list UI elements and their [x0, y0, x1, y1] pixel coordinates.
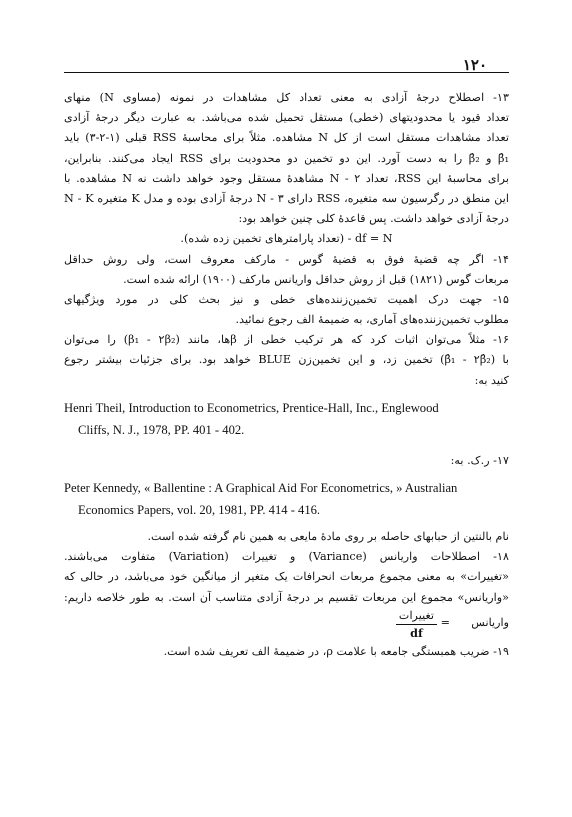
- note-18-line-1: ۱۸- اصطلاحات واریانس (Variance) و تغییرات (Variation) متفاوت می‌باشند.: [64, 550, 509, 564]
- note-13-line-7: درجهٔ آزادی خواهد داشت. پس قاعدهٔ کلی چنین خواهد بود:: [238, 212, 509, 226]
- variance-fraction: [396, 608, 437, 641]
- variance-formula: [64, 608, 509, 642]
- variance-fraction-numerator: تغییرات: [396, 608, 437, 625]
- note-14-line-2: مربعات گوس (۱۸۲۱) قبل از روش حداقل واریانس مارکف (۱۹۰۰) ارائه شده است.: [123, 272, 509, 286]
- note-13-line-5: برای محاسبهٔ این RSS، تعداد N - ۲ مشاهدهٔ مستقل وجود خواهد داشت نه N مشاهده. با: [64, 171, 509, 185]
- page-number: ۱۲۰: [462, 56, 487, 74]
- body-text: [64, 88, 509, 662]
- note-14-line-1: ۱۴- اگر چه قضیهٔ فوق به قضیهٔ گوس - مارکف معروف است، ولی روش حداقل: [64, 252, 509, 266]
- reference-theil-line-2: Cliffs, N. J., 1978, PP. 401 - 402.: [78, 422, 245, 437]
- note-13-line-6: این منطق در رگرسیون سه متغیره، RSS دارای N - ۳ درجهٔ آزادی بوده و مدل K متغیره N - K: [64, 191, 509, 205]
- note-13-line-2: تعداد قیود یا محدودیتهای (خطی) مستقل تحمیل شده می‌باشد. به عبارت دیگر درجهٔ آزادی: [64, 111, 509, 125]
- variance-formula-label: واریانس: [471, 615, 509, 629]
- reference-kennedy-line-2: Economics Papers, vol. 20, 1981, PP. 414 - 416.: [78, 503, 321, 517]
- reference-kennedy-line-1: Peter Kennedy, « Ballentine : A Graphical Aid For Econometrics, » Australian: [64, 481, 458, 495]
- note-13-line-4: β̂₁ و β̂₂ را به دست آورد. این دو تخمین دو محدودیت برای RSS ایجاد می‌کنند. بنابراین،: [64, 151, 509, 165]
- note-18-line-3: «واریانس» مجموع این مربعات تقسیم بر درجهٔ آزادی متناسب آن است. به طور خلاصه داریم:: [64, 590, 509, 604]
- note-17-line-1: ۱۷- ر.ک. به:: [450, 453, 509, 467]
- header-rule: [64, 72, 509, 73]
- df-formula: df = N - (تعداد پارامترهای تخمین زده شده).: [180, 232, 393, 246]
- reference-theil-line-1: Henri Theil, Introduction to Econometrics, Prentice-Hall, Inc., Englewood: [64, 400, 439, 415]
- note-16-line-2: با (β̂₁ - ۲β̂₂) تخمین زد، و این تخمین‌زن BLUE خواهد بود. برای جزئیات بیشتر رجوع: [64, 353, 509, 367]
- note-16-line-1: ۱۶- مثلاً می‌توان اثبات کرد که هر ترکیب خطی از βها، مانند (β₁ - ۲β₂) را می‌توان: [64, 333, 509, 347]
- note-18-line-2: «تغییرات» به معنی مجموع مربعات انحرافات یک متغیر از میانگین خود می‌باشد، در حالی که: [64, 570, 509, 584]
- note-17-line-2: نام بالنتین از حبابهای حاصله بر روی مادهٔ مایعی به همین نام گرفته شده است.: [147, 530, 509, 543]
- note-16-line-3: کنید به:: [474, 373, 509, 387]
- note-19-line-1: ۱۹- ضریب همبستگی جامعه با علامت ρ، در ضمیمهٔ الف تعریف شده است.: [163, 644, 509, 658]
- note-15-line-1: ۱۵- جهت درک اهمیت تخمین‌زننده‌های خطی و نیز بحث کلی در مورد ویژگیهای: [64, 292, 509, 306]
- note-15-line-2: مطلوب تخمین‌زننده‌های آماری، به ضمیمهٔ الف رجوع نمائید.: [235, 313, 509, 327]
- note-13-line-3: تعداد مشاهدات مستقل است از کل N مشاهده. مثلاً برای محاسبهٔ RSS قبلی (۱-۲-۳) باید: [64, 131, 509, 145]
- note-13-line-1: ۱۳- اصطلاح درجهٔ آزادی به معنی تعداد کل مشاهدات در نمونه (مساوی N) منهای: [64, 91, 509, 104]
- variance-formula-equals: =: [440, 615, 450, 629]
- variance-fraction-denominator: df: [410, 625, 423, 640]
